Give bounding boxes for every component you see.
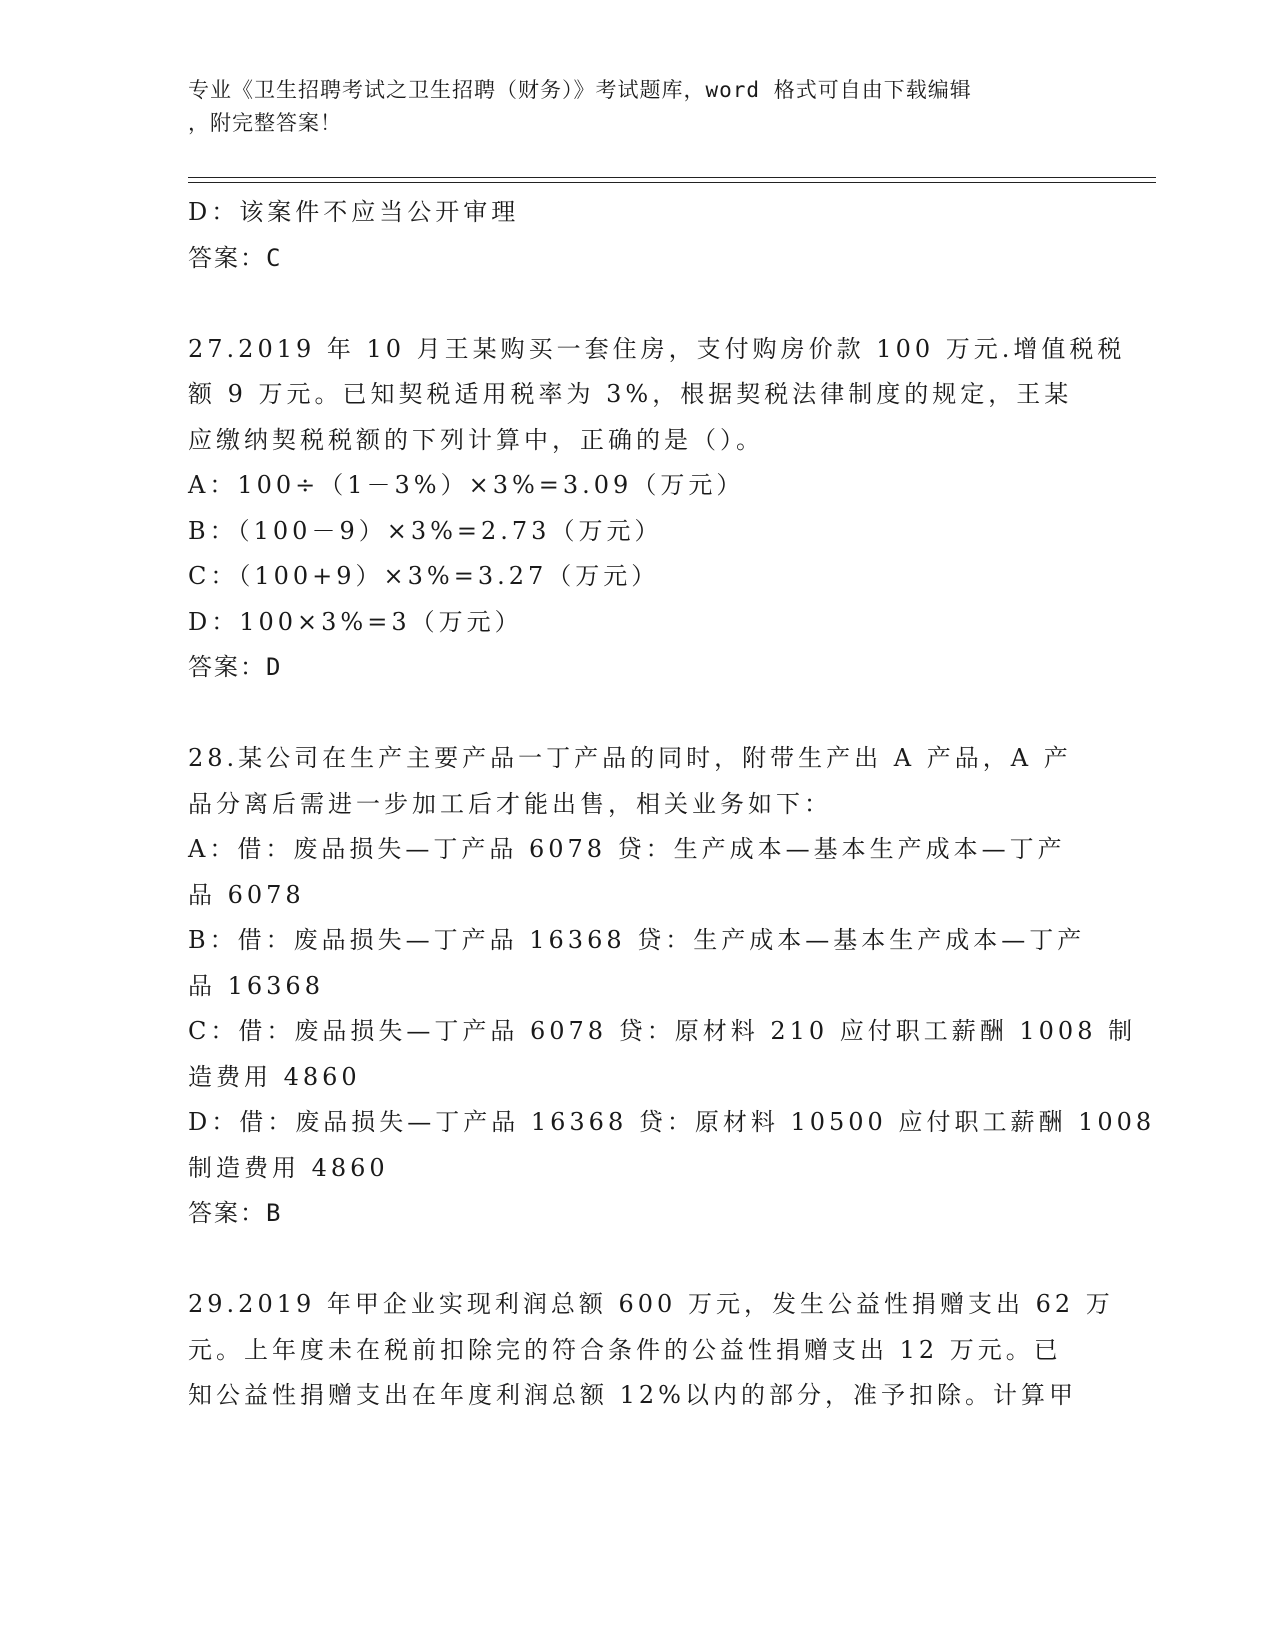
spacer bbox=[188, 691, 1088, 737]
header-divider-top bbox=[188, 177, 1156, 178]
option-d-line-2: 制造费用 4860 bbox=[188, 1153, 389, 1182]
option-b-line-2: 品 16368 bbox=[188, 971, 324, 1000]
question-28 bbox=[188, 736, 1156, 1237]
answer-line: 答案：D bbox=[188, 653, 283, 681]
document-header bbox=[188, 74, 1088, 140]
option-b-line-1: B：借：废品损失—丁产品 16368 贷：生产成本—基本生产成本—丁产 bbox=[188, 926, 1086, 954]
spacer bbox=[188, 281, 1088, 327]
question-stem-line: 29.2019 年甲企业实现利润总额 600 万元，发生公益性捐赠支出 62 万 bbox=[188, 1290, 1114, 1318]
option-d: D：100×3%=3（万元） bbox=[188, 607, 523, 636]
option-a: A：100÷（1－3%）×3%=3.09（万元） bbox=[188, 471, 745, 499]
option-c-line-1: C：借：废品损失—丁产品 6078 贷：原材料 210 应付职工薪酬 1008 制 bbox=[188, 1017, 1137, 1045]
option-d-line-1: D：借：废品损失—丁产品 16368 贷：原材料 10500 应付职工薪酬 1008 bbox=[188, 1108, 1156, 1136]
question-stem-line: 元。上年度未在税前扣除完的符合条件的公益性捐赠支出 12 万元。已 bbox=[188, 1335, 1062, 1364]
spacer bbox=[188, 1237, 1088, 1283]
question-content bbox=[188, 190, 1156, 1419]
option-b: B：（100－9）×3%=2.73（万元） bbox=[188, 516, 663, 545]
option-a-line-1: A：借：废品损失—丁产品 6078 贷：生产成本—基本生产成本—丁产 bbox=[188, 835, 1066, 863]
option-c: C：（100+9）×3%=3.27（万元） bbox=[188, 562, 660, 590]
question-stem-line: 28.某公司在生产主要产品一丁产品的同时，附带生产出 A 产品，A 产 bbox=[188, 744, 1072, 772]
answer-line: 答案：C bbox=[188, 243, 283, 272]
question-stem-line: 27.2019 年 10 月王某购买一套住房，支付购房价款 100 万元.增值税税 bbox=[188, 334, 1126, 363]
question-26 bbox=[188, 190, 1088, 281]
question-27 bbox=[188, 327, 1126, 691]
option-a-line-2: 品 6078 bbox=[188, 880, 305, 909]
header-title-line-1: 专业《卫生招聘考试之卫生招聘（财务）》考试题库，word 格式可自由下载编辑 bbox=[188, 78, 972, 102]
question-29 bbox=[188, 1282, 1114, 1419]
header-title-line-2: ，附完整答案！ bbox=[188, 111, 342, 135]
question-stem-line: 应缴纳契税税额的下列计算中，正确的是（）。 bbox=[188, 425, 764, 454]
question-stem-line: 品分离后需进一步加工后才能出售，相关业务如下： bbox=[188, 789, 832, 818]
question-stem-line: 额 9 万元。已知契税适用税率为 3%，根据契税法律制度的规定，王某 bbox=[188, 380, 1073, 408]
option-d: D：该案件不应当公开审理 bbox=[188, 198, 520, 226]
answer-line: 答案：B bbox=[188, 1199, 283, 1227]
question-stem-line: 知公益性捐赠支出在年度利润总额 12%以内的部分，准予扣除。计算甲 bbox=[188, 1381, 1077, 1409]
option-c-line-2: 造费用 4860 bbox=[188, 1062, 361, 1091]
header-divider-bottom bbox=[188, 182, 1156, 183]
